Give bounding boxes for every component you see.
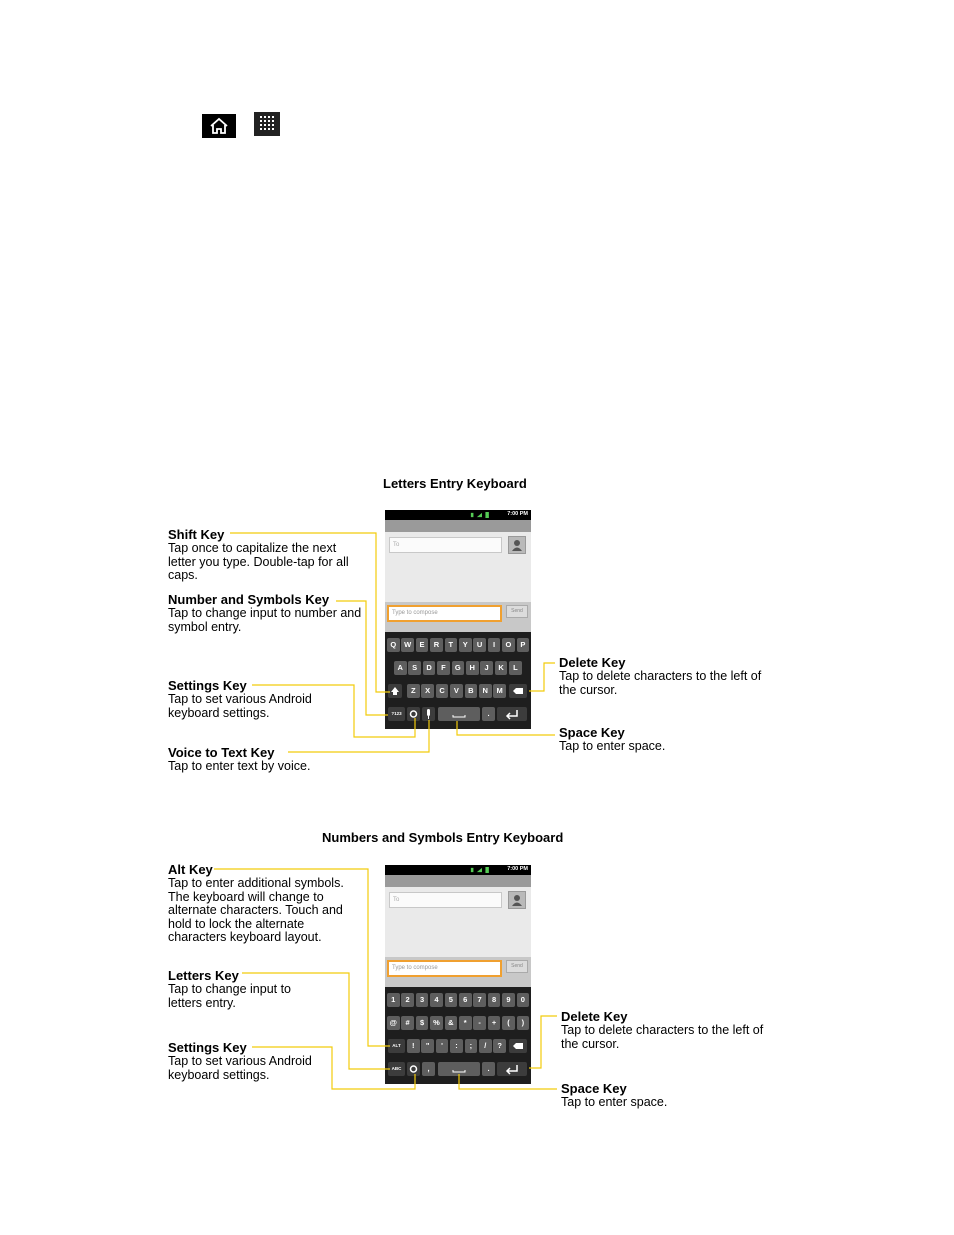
keyboard-key[interactable]: U <box>473 638 486 652</box>
to-field[interactable]: To <box>389 892 502 908</box>
delete2-leader <box>529 1016 557 1068</box>
keyboard-key[interactable]: S <box>408 661 421 675</box>
keyboard-key[interactable]: ? <box>493 1039 506 1053</box>
keyboard-key[interactable]: : <box>450 1039 463 1053</box>
send-button[interactable]: Send <box>506 960 528 973</box>
callout-title: Voice to Text Key <box>168 745 275 760</box>
keyboard-key[interactable]: B <box>465 684 478 698</box>
keyboard-key[interactable]: & <box>445 1016 458 1030</box>
keyboard-key[interactable]: ' <box>436 1039 449 1053</box>
space2-leader <box>459 1074 557 1089</box>
keyboard-key[interactable]: V <box>450 684 463 698</box>
callout-title: Space Key <box>559 725 625 740</box>
keyboard-key[interactable]: Q <box>387 638 400 652</box>
compose-field[interactable]: Type to compose <box>387 960 502 977</box>
callout-title: Delete Key <box>559 655 626 670</box>
keyboard-key[interactable]: 7 <box>473 993 486 1007</box>
keyboard-key[interactable]: Y <box>459 638 472 652</box>
keyboard-key[interactable]: " <box>421 1039 434 1053</box>
callout-description: Tap to enter space. <box>559 739 666 753</box>
keyboard-key[interactable]: ( <box>502 1016 515 1030</box>
keyboard-key[interactable]: I <box>488 638 501 652</box>
callout-title: Space Key <box>561 1081 627 1096</box>
callout-title: Shift Key <box>168 527 225 542</box>
keyboard-key[interactable]: 9 <box>502 993 515 1007</box>
callout-description: Tap to set various Android keyboard settings. <box>168 692 312 720</box>
keyboard-key[interactable]: $ <box>416 1016 429 1030</box>
delete-leader <box>529 663 555 691</box>
period-key[interactable]: . <box>482 1062 495 1076</box>
numsym-leader <box>336 601 388 715</box>
keyboard-key[interactable]: 0 <box>517 993 530 1007</box>
callout-title: Number and Symbols Key <box>168 592 330 607</box>
keyboard-key[interactable]: - <box>473 1016 486 1030</box>
keyboard-key[interactable]: H <box>466 661 479 675</box>
keyboard-key[interactable]: ; <box>465 1039 478 1053</box>
callout-title: Settings Key <box>168 1040 247 1055</box>
keyboard-key[interactable]: K <box>495 661 508 675</box>
voice-leader <box>288 720 429 752</box>
keyboard-key[interactable]: @ <box>387 1016 400 1030</box>
callout-title: Settings Key <box>168 678 247 693</box>
keyboard-key[interactable]: C <box>436 684 449 698</box>
keyboard-key[interactable]: W <box>401 638 414 652</box>
keyboard-key[interactable]: G <box>452 661 465 675</box>
keyboard-key[interactable]: ) <box>517 1016 530 1030</box>
space-leader <box>457 721 555 735</box>
callout-description: Tap to enter text by voice. <box>168 759 311 773</box>
keyboard-key[interactable]: Z <box>407 684 420 698</box>
to-field[interactable]: To <box>389 537 502 553</box>
keyboard-key[interactable]: X <box>421 684 434 698</box>
keyboard-key[interactable]: # <box>401 1016 414 1030</box>
keyboard-key[interactable]: * <box>459 1016 472 1030</box>
comma-key[interactable]: , <box>422 1062 435 1076</box>
callout-description: Tap to enter additional symbols. The keyboard will change to alternate characters. Touch and hold to lock the alternate characters keyboard layout. <box>168 876 344 944</box>
keyboard-key[interactable]: O <box>502 638 515 652</box>
keyboard-key[interactable]: + <box>488 1016 501 1030</box>
callout-title: Alt Key <box>168 862 213 877</box>
send-button[interactable]: Send <box>506 605 528 618</box>
keyboard-key[interactable]: 6 <box>459 993 472 1007</box>
keyboard-key[interactable]: 2 <box>401 993 414 1007</box>
callout-description: Tap to delete characters to the left of the cursor. <box>561 1023 764 1051</box>
keyboard-key[interactable]: R <box>430 638 443 652</box>
keyboard-key[interactable]: 3 <box>416 993 429 1007</box>
keyboard-key[interactable]: M <box>493 684 506 698</box>
keyboard-key[interactable]: 5 <box>445 993 458 1007</box>
number-symbols-key[interactable]: ?123 <box>388 707 405 721</box>
status-time: 7:00 PM <box>507 511 528 517</box>
keyboard-key[interactable]: D <box>423 661 436 675</box>
keyboard-key[interactable]: T <box>445 638 458 652</box>
keyboard-key[interactable]: L <box>509 661 522 675</box>
callout-description: Tap to set various Android keyboard settings. <box>168 1054 312 1082</box>
keyboard-key[interactable]: ! <box>407 1039 420 1053</box>
letters-keyboard-title: Letters Entry Keyboard <box>383 476 527 491</box>
compose-field[interactable]: Type to compose <box>387 605 502 622</box>
keyboard-key[interactable]: 8 <box>488 993 501 1007</box>
keyboard-key[interactable]: 1 <box>387 993 400 1007</box>
callout-description: Tap to change input to number and symbol entry. <box>168 606 362 634</box>
keyboard-key[interactable]: N <box>479 684 492 698</box>
keyboard-key[interactable]: P <box>517 638 530 652</box>
settings-leader <box>252 685 415 737</box>
callout-title: Delete Key <box>561 1009 628 1024</box>
alt-leader <box>214 869 390 1046</box>
keyboard-key[interactable]: F <box>437 661 450 675</box>
alt-key[interactable]: ALT <box>388 1039 405 1053</box>
keyboard-key[interactable]: E <box>416 638 429 652</box>
keyboard-key[interactable]: J <box>480 661 493 675</box>
callout-description: Tap once to capitalize the next letter you type. Double-tap for all caps. <box>168 541 349 582</box>
callout-description: Tap to change input to letters entry. <box>168 982 292 1010</box>
period-key[interactable]: . <box>482 707 495 721</box>
settings2-leader <box>252 1047 415 1089</box>
keyboard-key[interactable]: A <box>394 661 407 675</box>
numbers-keyboard-title: Numbers and Symbols Entry Keyboard <box>322 830 564 845</box>
keyboard-key[interactable]: / <box>479 1039 492 1053</box>
callout-title: Letters Key <box>168 968 239 983</box>
callout-description: Tap to enter space. <box>561 1095 668 1109</box>
keyboard-key[interactable]: 4 <box>430 993 443 1007</box>
keyboard-key[interactable]: % <box>430 1016 443 1030</box>
status-time: 7:00 PM <box>507 866 528 872</box>
letters-key[interactable]: ABC <box>388 1062 405 1076</box>
callout-description: Tap to delete characters to the left of the cursor. <box>559 669 762 697</box>
